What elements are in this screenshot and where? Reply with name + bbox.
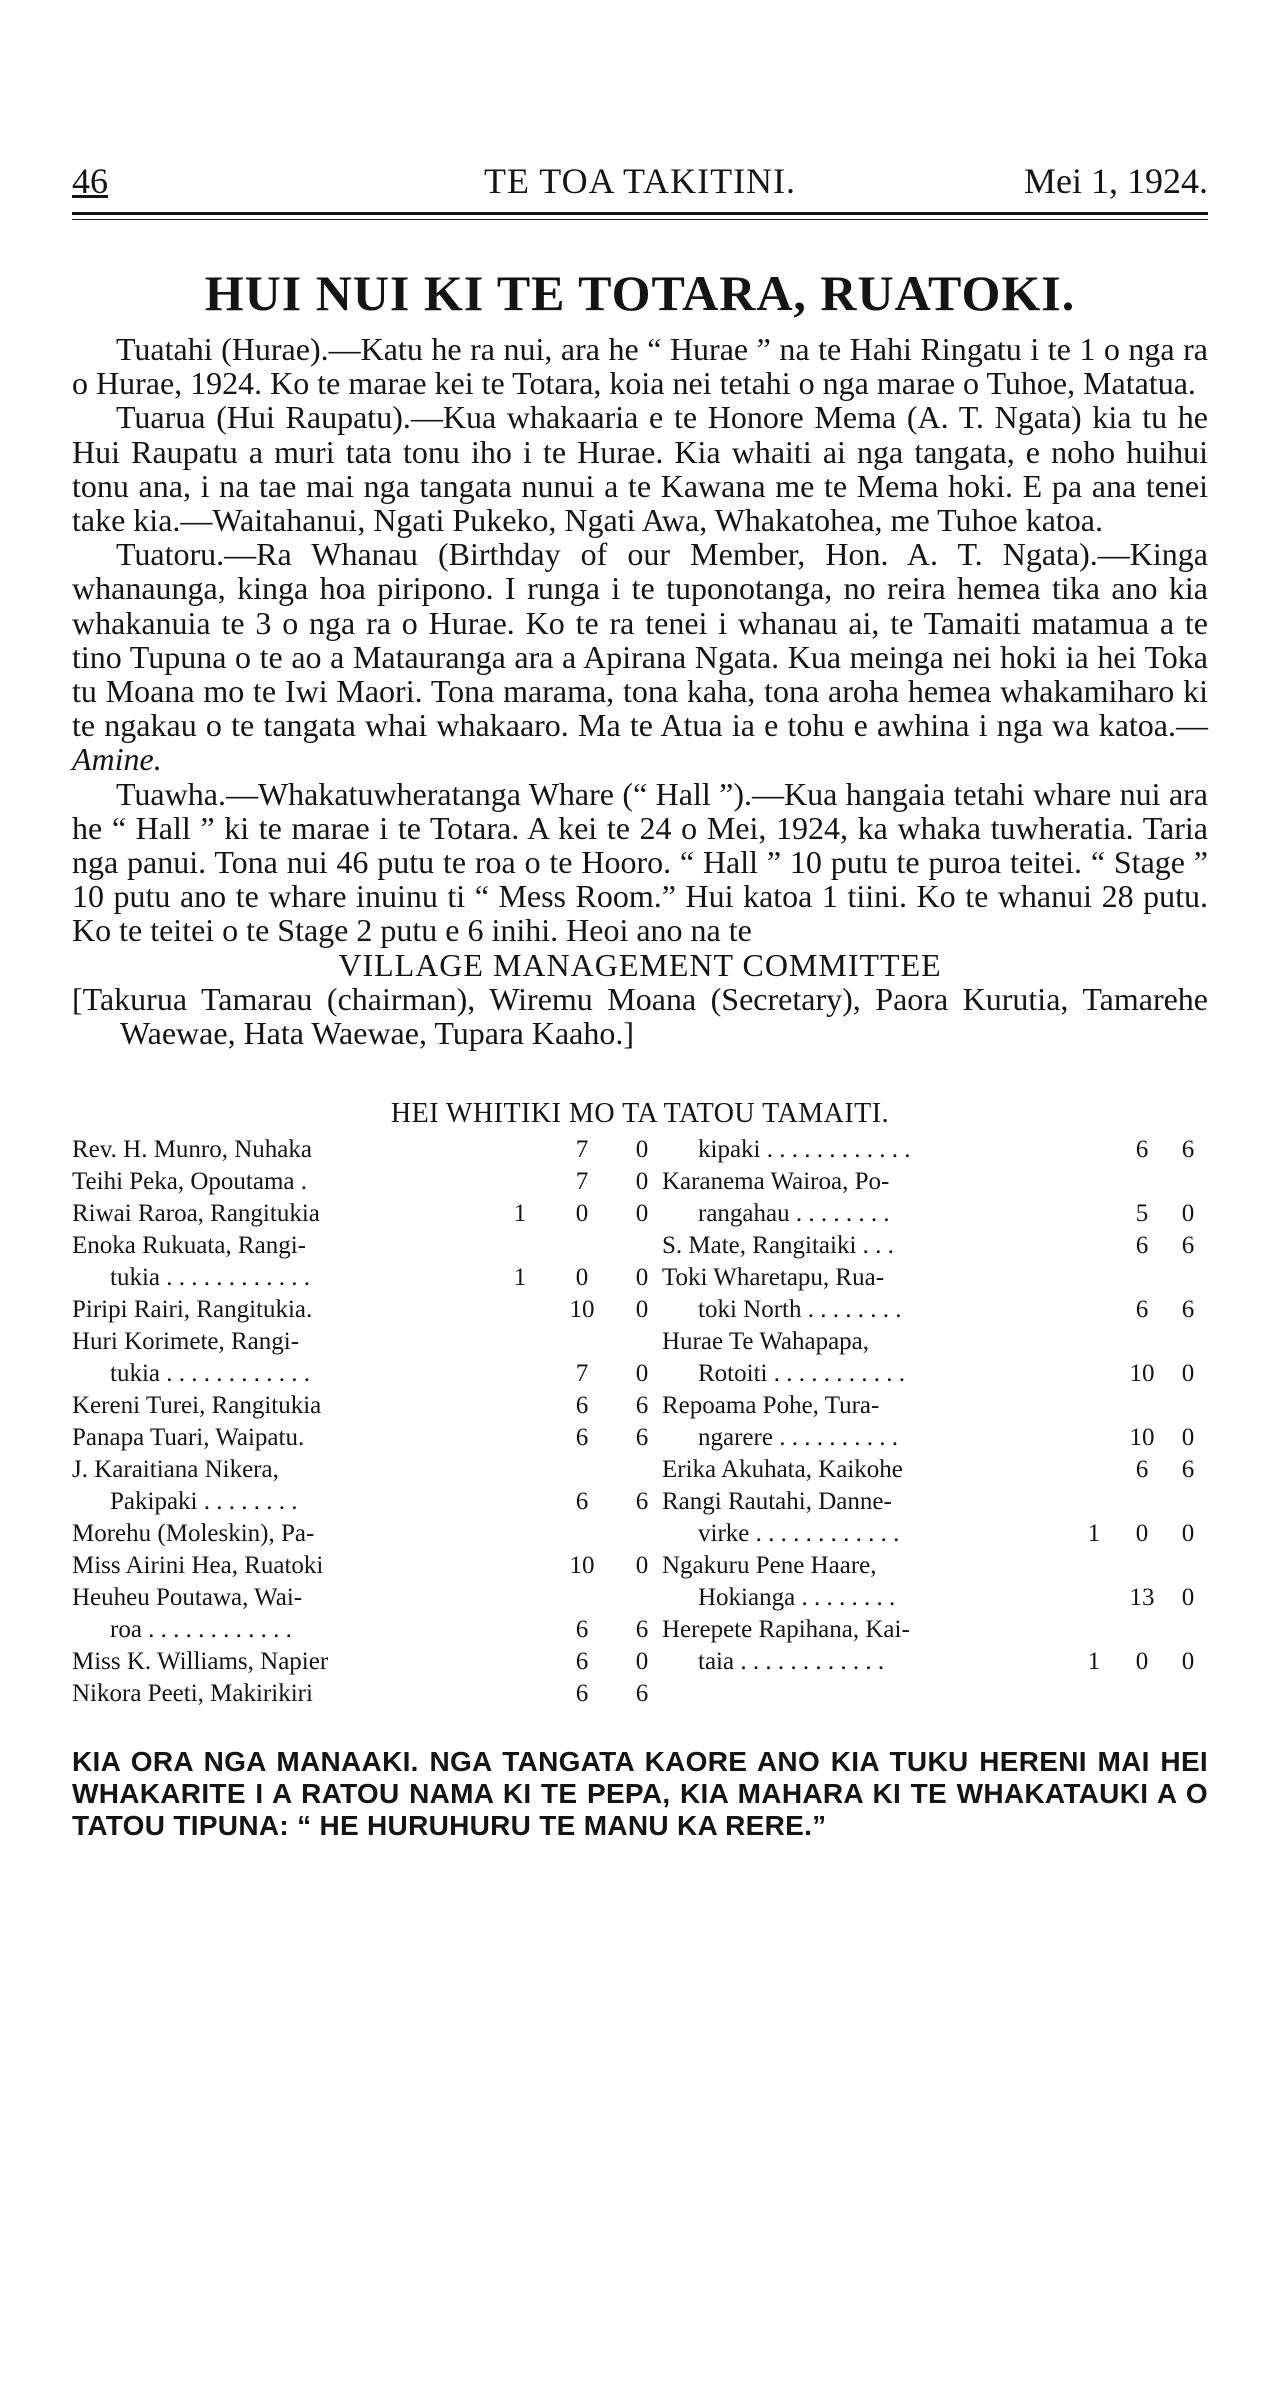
subscriber-name: Erika Akuhata, Kaikohe: [662, 1455, 903, 1483]
subscription-row: [72, 1454, 662, 1486]
subscriber-name: Piripi Rairi, Rangitukia.: [72, 1295, 313, 1323]
amount-pence: 6: [1181, 1455, 1195, 1483]
subscription-row: [72, 1390, 662, 1422]
subscriber-name: taia . . . . . . . . . . . .: [698, 1647, 885, 1675]
amount-shillings: 7: [575, 1167, 589, 1195]
subscription-row: [72, 1230, 662, 1262]
publication-title: TE TOA TAKITINI.: [483, 161, 797, 201]
subscription-row: [72, 1646, 662, 1678]
amount-shillings: 6: [1135, 1455, 1149, 1483]
committee-members: [Takurua Tamarau (chairman), Wiremu Moana (Secretary), Paora Kurutia, Tamarehe Waewae, Hata Waewae, Tupara Kaaho.]: [72, 980, 1208, 1051]
amount-pence: 0: [635, 1167, 649, 1195]
committee-title: VILLAGE MANAGEMENT COMMITTEE: [338, 946, 942, 983]
amount-pence: 0: [635, 1263, 649, 1291]
subscriber-name: Heuheu Poutawa, Wai-: [72, 1583, 303, 1611]
subscriber-name: Riwai Raroa, Rangitukia: [72, 1199, 320, 1227]
subscription-row: [72, 1678, 662, 1710]
subscriber-name: Nikora Peeti, Makirikiri: [72, 1679, 313, 1707]
amount-shillings: 0: [575, 1263, 589, 1291]
subscriber-name: Huri Korimete, Rangi-: [72, 1327, 300, 1355]
subscription-row: [662, 1486, 1208, 1518]
amount-pence: 0: [635, 1199, 649, 1227]
amount-pence: 0: [1181, 1359, 1195, 1387]
subscriber-name: rangahau . . . . . . . .: [698, 1199, 890, 1227]
subscriptions-left-column: [72, 1134, 662, 1710]
amount-pence: 6: [1181, 1231, 1195, 1259]
subscriber-name: Rev. H. Munro, Nuhaka: [72, 1135, 313, 1163]
subscription-row: [662, 1550, 1208, 1582]
subscription-row: [72, 1582, 662, 1614]
amount-shillings: 6: [575, 1423, 589, 1451]
subscriber-name: Herepete Rapihana, Kai-: [662, 1615, 910, 1643]
amount-pence: 0: [1181, 1647, 1195, 1675]
subscription-row: [662, 1614, 1208, 1646]
subscription-row: [662, 1422, 1208, 1454]
page-header: [72, 150, 1208, 212]
subscriber-name: Miss K. Williams, Napier: [72, 1647, 329, 1675]
paragraph-tuatoru-text: Tuatoru.—Ra Whanau (Birthday of our Member, Hon. A. T. Ngata).—Kinga whanaunga, kinga hoa piripono. I runga i te tuponotanga, no reira hemea tika ano kia whakanuia te 3 o nga ra o Hurae. Ko te ra tenei i whanau ai, te Tamaiti matamua a te tino Tupuna o te ao a Matauranga ara a Apirana Ngata. Kua meinga nei hoki ia hei Toka tu Moana mo te Iwi Maori. Tona marama, tona kaha, tona aroha hemea whakamiharo ki te ngakau o te tangata whai whakaaro. Ma te Atua ia e tohu e awhina i nga wa katoa.—: [72, 536, 1208, 744]
amount-shillings: 7: [575, 1135, 589, 1163]
amount-pence: 0: [1181, 1583, 1195, 1611]
subscriber-name: Teihi Peka, Opoutama .: [72, 1167, 307, 1195]
subscription-row: [662, 1582, 1208, 1614]
amount-pence: 6: [635, 1487, 649, 1515]
amount-shillings: 7: [575, 1359, 589, 1387]
subscriber-name: Rotoiti . . . . . . . . . . .: [698, 1359, 905, 1387]
subscriber-name: tukia . . . . . . . . . . . .: [110, 1359, 310, 1387]
article-title: HUI NUI KI TE TOTARA, RUATOKI.: [204, 265, 1076, 321]
subscription-row: [662, 1326, 1208, 1358]
subscriber-name: Hurae Te Wahapapa,: [662, 1327, 870, 1355]
paragraph-tuawha: Tuawha.—Whakatuwheratanga Whare (“ Hall ”).—Kua hangaia tetahi whare nui ara he “ Hall ” ki te marae i te Totara. A kei te 24 o Mei, 1924, ka whaka tuwheratia. Taria nga panui. Tona nui 46 putu te roa o te Hooro. “ Hall ” 10 putu te puroa teitei. “ Stage ” 10 putu ano te whare inuinu ti “ Mess Room.” Hui katoa 1 tiini. Ko te whanui 28 putu. Ko te teitei o te Stage 2 putu e 6 inihi. Heoi ano na te: [72, 775, 1208, 949]
subscriber-name: Morehu (Moleskin), Pa-: [72, 1519, 315, 1547]
subscription-row: [72, 1358, 662, 1390]
paragraph-tuatahi: Tuatahi (Hurae).—Katu he ra nui, ara he “ Hurae ” na te Hahi Ringatu i te 1 o nga ra o Hurae, 1924. Ko te marae kei te Totara, koia nei tetahi o nga marae o Tuhoe, Matatua.: [72, 331, 1208, 402]
subscription-row: [72, 1262, 662, 1294]
amount-pence: 0: [635, 1295, 649, 1323]
subscriber-name: S. Mate, Rangitaiki . . .: [662, 1231, 894, 1259]
subscriber-name: Pakipaki . . . . . . . .: [110, 1487, 298, 1515]
amount-pence: 0: [1181, 1519, 1195, 1547]
paragraph-tuatoru: [72, 537, 1208, 776]
amount-shillings: 10: [1129, 1359, 1155, 1387]
amount-shillings: 10: [569, 1551, 595, 1579]
amount-pounds: 1: [1087, 1519, 1101, 1547]
subscriber-name: Repoama Pohe, Tura-: [662, 1391, 880, 1419]
subscription-row: [662, 1198, 1208, 1230]
amount-shillings: 6: [575, 1615, 589, 1643]
subscriber-name: ngarere . . . . . . . . . .: [698, 1423, 898, 1451]
amount-pounds: 1: [513, 1263, 527, 1291]
amount-pence: 6: [635, 1423, 649, 1451]
amount-pence: 0: [1181, 1199, 1195, 1227]
amount-pence: 6: [1181, 1135, 1195, 1163]
subscriber-name: Miss Airini Hea, Ruatoki: [72, 1551, 324, 1579]
paragraph-tuarua: Tuarua (Hui Raupatu).—Kua whakaaria e te Honore Mema (A. T. Ngata) kia tu he Hui Raupatu a muri tata tonu iho i te Hurae. Kia whaiti ai nga tangata, e noho huihui tonu ana, i na tae mai nga tangata nunui a te Kawana me te Mema hoki. E pa ana tenei take kia.—Waitahanui, Ngati Pukeko, Ngati Awa, Whakatohea, me Tuhoe katoa.: [72, 399, 1208, 539]
issue-date: Mei 1, 1924.: [1024, 161, 1208, 201]
subscription-row: [72, 1166, 662, 1198]
subscription-row: [662, 1454, 1208, 1486]
subscription-row: [662, 1294, 1208, 1326]
amount-shillings: 0: [575, 1199, 589, 1227]
page-number: 46: [72, 161, 108, 201]
amount-pence: 6: [635, 1615, 649, 1643]
amount-shillings: 6: [1135, 1135, 1149, 1163]
amount-shillings: 6: [575, 1679, 589, 1707]
subscription-row: [72, 1486, 662, 1518]
amount-pounds: 1: [513, 1199, 527, 1227]
subscription-row: [662, 1646, 1208, 1678]
amount-shillings: 6: [575, 1487, 589, 1515]
subscription-row: [72, 1614, 662, 1646]
amount-pence: 6: [635, 1679, 649, 1707]
subscriber-name: Karanema Wairoa, Po-: [662, 1167, 890, 1195]
subscriber-name: kipaki . . . . . . . . . . . .: [698, 1135, 911, 1163]
subscriber-name: toki North . . . . . . . .: [698, 1295, 902, 1323]
subscription-row: [72, 1134, 662, 1166]
subscription-row: [72, 1518, 662, 1550]
amount-pence: 0: [1181, 1423, 1195, 1451]
amount-pence: 6: [1181, 1295, 1195, 1323]
subscriber-name: Panapa Tuari, Waipatu.: [72, 1423, 305, 1451]
amount-shillings: 6: [575, 1647, 589, 1675]
subscription-row: [662, 1230, 1208, 1262]
amount-pence: 6: [635, 1391, 649, 1419]
subscription-row: [662, 1134, 1208, 1166]
subscription-row: [662, 1390, 1208, 1422]
amount-pence: 0: [635, 1647, 649, 1675]
subscription-row: [662, 1358, 1208, 1390]
subscription-row: [662, 1518, 1208, 1550]
amine-signoff: Amine.: [72, 741, 162, 778]
amount-shillings: 5: [1135, 1199, 1149, 1227]
subscriber-name: Kereni Turei, Rangitukia: [72, 1391, 322, 1419]
subscriber-name: virke . . . . . . . . . . . .: [698, 1519, 900, 1547]
subscription-row: [72, 1550, 662, 1582]
amount-shillings: 0: [1135, 1647, 1149, 1675]
subscription-row: [662, 1262, 1208, 1294]
subscription-row: [72, 1294, 662, 1326]
amount-shillings: 10: [1129, 1423, 1155, 1451]
subscription-row: [72, 1422, 662, 1454]
subscriptions-table: [72, 1134, 1208, 1710]
amount-shillings: 6: [1135, 1231, 1149, 1259]
footer-notice: KIA ORA NGA MANAAKI. NGA TANGATA KAORE ANO KIA TUKU HERENI MAI HEI WHAKARITE I A RATOU NAMA KI TE PEPA, KIA MAHARA KI TE WHAKATAUKI A O TATOU TIPUNA: “ HE HURUHURU TE MANU KA RERE.”: [72, 1745, 1208, 1841]
subscription-row: [72, 1326, 662, 1358]
subscriber-name: roa . . . . . . . . . . . .: [110, 1615, 292, 1643]
amount-shillings: 6: [1135, 1295, 1149, 1323]
subscriber-name: Toki Wharetapu, Rua-: [662, 1263, 885, 1291]
amount-shillings: 0: [1135, 1519, 1149, 1547]
amount-shillings: 6: [575, 1391, 589, 1419]
subscription-row: [662, 1166, 1208, 1198]
subscriptions-heading: HEI WHITIKI MO TA TATOU TAMAITI.: [390, 1097, 890, 1129]
amount-pence: 0: [635, 1551, 649, 1579]
amount-pence: 0: [635, 1135, 649, 1163]
subscriber-name: Ngakuru Pene Haare,: [662, 1551, 877, 1579]
subscriber-name: tukia . . . . . . . . . . . .: [110, 1263, 310, 1291]
subscriber-name: Hokianga . . . . . . . .: [698, 1583, 896, 1611]
header-rule: [72, 212, 1208, 220]
subscriber-name: Enoka Rukuata, Rangi-: [72, 1231, 306, 1259]
subscriber-name: Rangi Rautahi, Danne-: [662, 1487, 892, 1515]
amount-shillings: 10: [569, 1295, 595, 1323]
subscription-row: [72, 1198, 662, 1230]
amount-pounds: 1: [1087, 1647, 1101, 1675]
amount-pence: 0: [635, 1359, 649, 1387]
newspaper-page: [72, 150, 1208, 1842]
subscriber-name: J. Karaitiana Nikera,: [72, 1455, 279, 1483]
amount-shillings: 13: [1129, 1583, 1155, 1611]
subscriptions-right-column: [662, 1134, 1208, 1710]
